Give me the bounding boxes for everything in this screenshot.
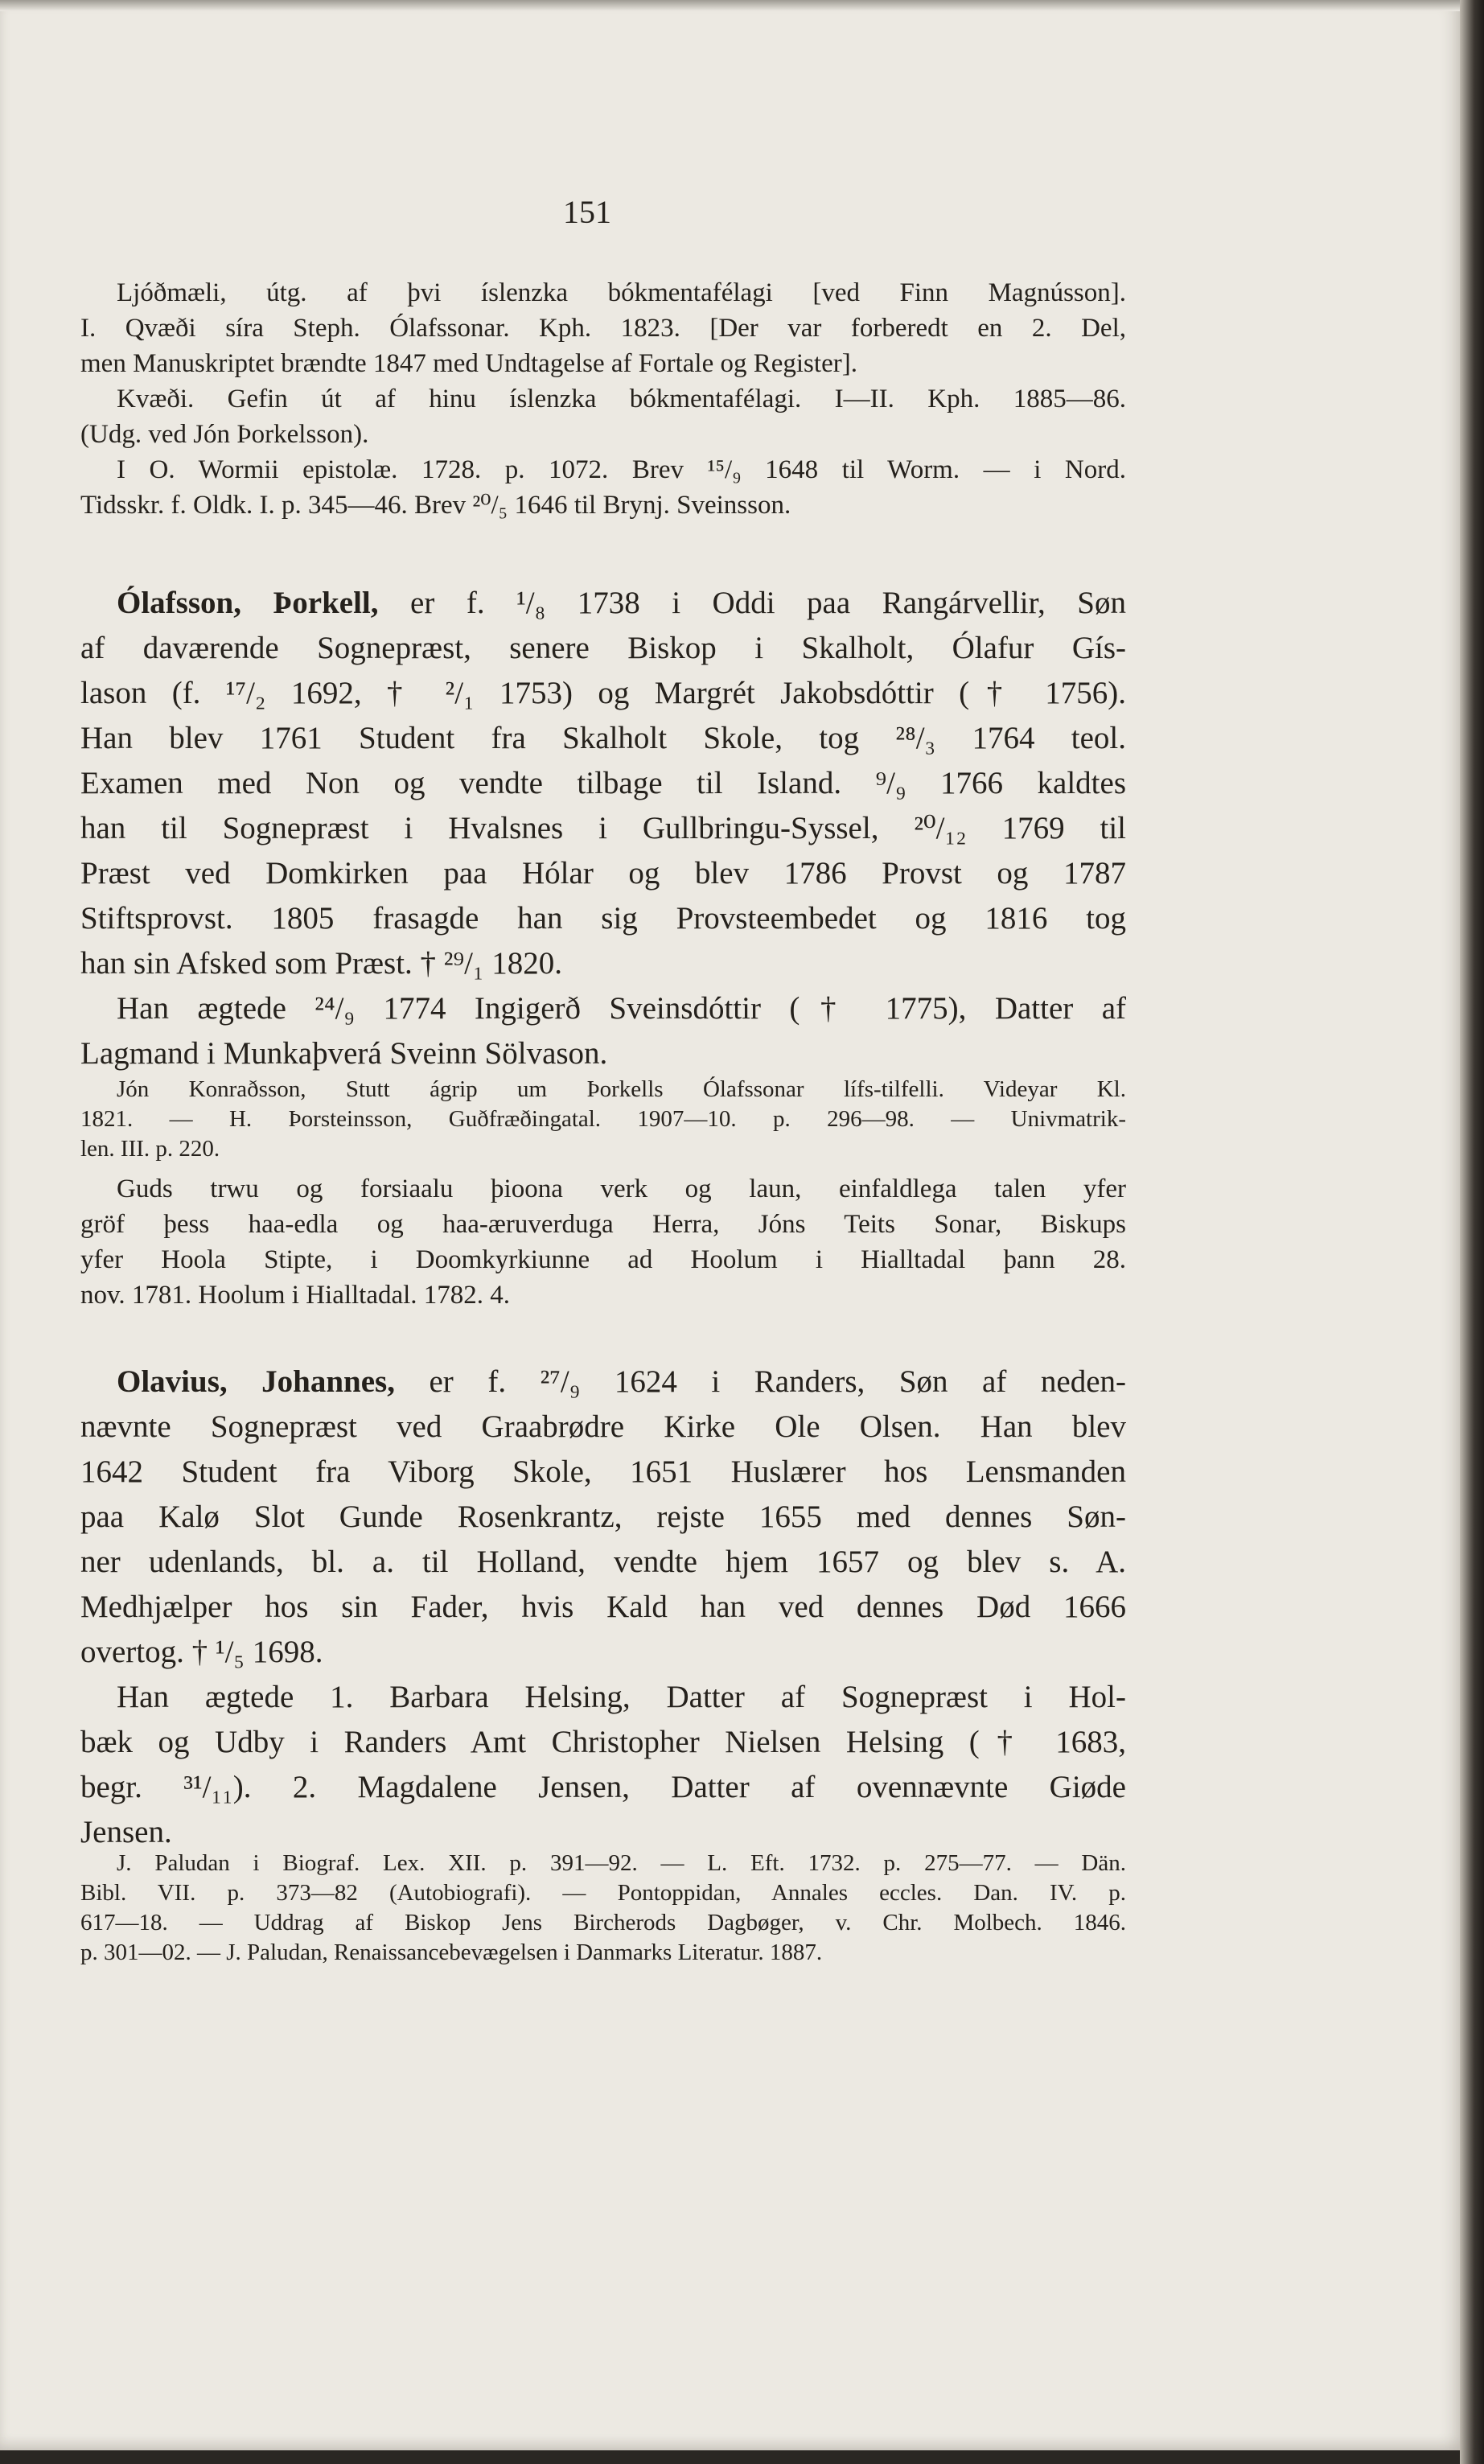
text-line: (Udg. ved Jón Þorkelsson). bbox=[80, 420, 369, 449]
entry-heading: Ólafsson, Þorkell, bbox=[117, 586, 379, 620]
text-line: han til Sognepræst i Hvalsnes i Gullbringu-Syssel, ²⁰/₁₂ 1769 til bbox=[80, 811, 1126, 845]
text-line: 617—18. — Uddrag af Biskop Jens Bircherods Dagbøger, v. Chr. Molbech. 1846. bbox=[80, 1910, 1126, 1935]
text-line: I. Qvæði síra Steph. Ólafssonar. Kph. 1823. [Der var forberedt en 2. Del, bbox=[80, 314, 1126, 343]
text-line: Jón Konraðsson, Stutt ágrip um Þorkells Ólafssonar lífs-tilfelli. Videyar Kl. bbox=[117, 1076, 1126, 1102]
text-line: p. 301—02. — J. Paludan, Renaissancebevægelsen i Danmarks Literatur. 1887. bbox=[80, 1940, 823, 1965]
text-line: Ljóðmæli, útg. af þvi íslenzka bókmentafélagi [ved Finn Magnússon]. bbox=[117, 278, 1126, 307]
text-line: Han ægtede 1. Barbara Helsing, Datter af Sognepræst i Hol- bbox=[117, 1680, 1126, 1714]
entry-olafsson bbox=[80, 581, 1126, 1076]
text-line: af daværende Sognepræst, senere Biskop i Skalholt, Ólafur Gís- bbox=[80, 631, 1126, 665]
text-line: ner udenlands, bl. a. til Holland, vendte hjem 1657 og blev s. A. bbox=[80, 1545, 1126, 1579]
text-line: gröf þess haa-edla og haa-æruverduga Herra, Jóns Teits Sonar, Biskups bbox=[80, 1210, 1126, 1239]
entry-olafsson-works bbox=[80, 1171, 1126, 1313]
text-line: men Manuskriptet brændte 1847 med Undtagelse af Fortale og Register]. bbox=[80, 349, 857, 378]
text-line: len. III. p. 220. bbox=[80, 1136, 220, 1162]
entry-heading: Olavius, Johannes, bbox=[117, 1364, 395, 1399]
text-line: lason (f. ¹⁷/₂ 1692, † ²/₁ 1753) og Margrét Jakobsdóttir († 1756). bbox=[80, 676, 1126, 710]
text-line: Medhjælper hos sin Fader, hvis Kald han ved dennes Død 1666 bbox=[80, 1590, 1126, 1624]
text-line: Bibl. VII. p. 373—82 (Autobiografi). — Pontoppidan, Annales eccles. Dan. IV. p. bbox=[80, 1880, 1126, 1906]
text-line: bæk og Udby i Randers Amt Christopher Nielsen Helsing († 1683, bbox=[80, 1725, 1126, 1759]
entry-olavius-references bbox=[80, 1849, 1126, 1968]
text-line: Præst ved Domkirken paa Hólar og blev 1786 Provst og 1787 bbox=[80, 856, 1126, 891]
text-line: 1642 Student fra Viborg Skole, 1651 Huslærer hos Lensmanden bbox=[80, 1454, 1126, 1489]
text-line: Jensen. bbox=[80, 1815, 172, 1849]
text-line: Tidsskr. f. Oldk. I. p. 345—46. Brev ²⁰/₅ 1646 til Brynj. Sveinsson. bbox=[80, 491, 791, 520]
book-edge-shadow bbox=[1460, 0, 1484, 2464]
text-line: nævnte Sognepræst ved Graabrødre Kirke Ole Olsen. Han blev bbox=[80, 1409, 1126, 1444]
text-line: Guds trwu og forsiaalu þioona verk og laun, einfaldlega talen yfer bbox=[117, 1174, 1126, 1203]
entry-olafsson-references bbox=[80, 1075, 1126, 1164]
text-line: Lagmand i Munkaþverá Sveinn Sölvason. bbox=[80, 1036, 608, 1071]
text-line: Olavius, Johannes, er f. ²⁷/₉ 1624 i Randers, Søn af neden- bbox=[117, 1364, 1126, 1399]
text-line: paa Kalø Slot Gunde Rosenkrantz, rejste 1655 med dennes Søn- bbox=[80, 1499, 1126, 1534]
text-line: J. Paludan i Biograf. Lex. XII. p. 391—92. — L. Eft. 1732. p. 275—77. — Dän. bbox=[117, 1850, 1126, 1876]
text-line: begr. ³¹/₁₁). 2. Magdalene Jensen, Datter af ovennævnte Giøde bbox=[80, 1770, 1126, 1804]
page-number: 151 bbox=[563, 194, 611, 230]
text-line: 1821. — H. Þorsteinsson, Guðfræðingatal. 1907—10. p. 296—98. — Univmatrik- bbox=[80, 1106, 1126, 1132]
page-top-shadow bbox=[0, 0, 1462, 11]
entry-olavius bbox=[80, 1360, 1126, 1855]
text-line: I O. Wormii epistolæ. 1728. p. 1072. Brev ¹⁵/₉ 1648 til Worm. — i Nord. bbox=[117, 455, 1126, 484]
text-line: nov. 1781. Hoolum i Hialltadal. 1782. 4. bbox=[80, 1281, 511, 1310]
text-line: Examen med Non og vendte tilbage til Island. ⁹/₉ 1766 kaldtes bbox=[80, 766, 1126, 800]
text-line: Stiftsprovst. 1805 frasagde han sig Provsteembedet og 1816 tog bbox=[80, 901, 1126, 936]
text-line: yfer Hoola Stipte, i Doomkyrkiunne ad Hoolum i Hialltadal þann 28. bbox=[80, 1245, 1126, 1274]
text-line: Kvæði. Gefin út af hinu íslenzka bókmentafélagi. I—II. Kph. 1885—86. bbox=[117, 385, 1126, 413]
text-line: Ólafsson, Þorkell, er f. ¹/₈ 1738 i Oddi paa Rangárvellir, Søn bbox=[117, 586, 1126, 620]
text-line: overtog. † ¹/₅ 1698. bbox=[80, 1635, 323, 1669]
text-line: han sin Afsked som Præst. † ²⁹/₁ 1820. bbox=[80, 946, 562, 981]
text-line: Han ægtede ²⁴/₉ 1774 Ingigerð Sveinsdóttir († 1775), Datter af bbox=[117, 991, 1126, 1026]
top-references bbox=[80, 275, 1126, 523]
text-line: Han blev 1761 Student fra Skalholt Skole, tog ²⁸/₃ 1764 teol. bbox=[80, 721, 1126, 755]
